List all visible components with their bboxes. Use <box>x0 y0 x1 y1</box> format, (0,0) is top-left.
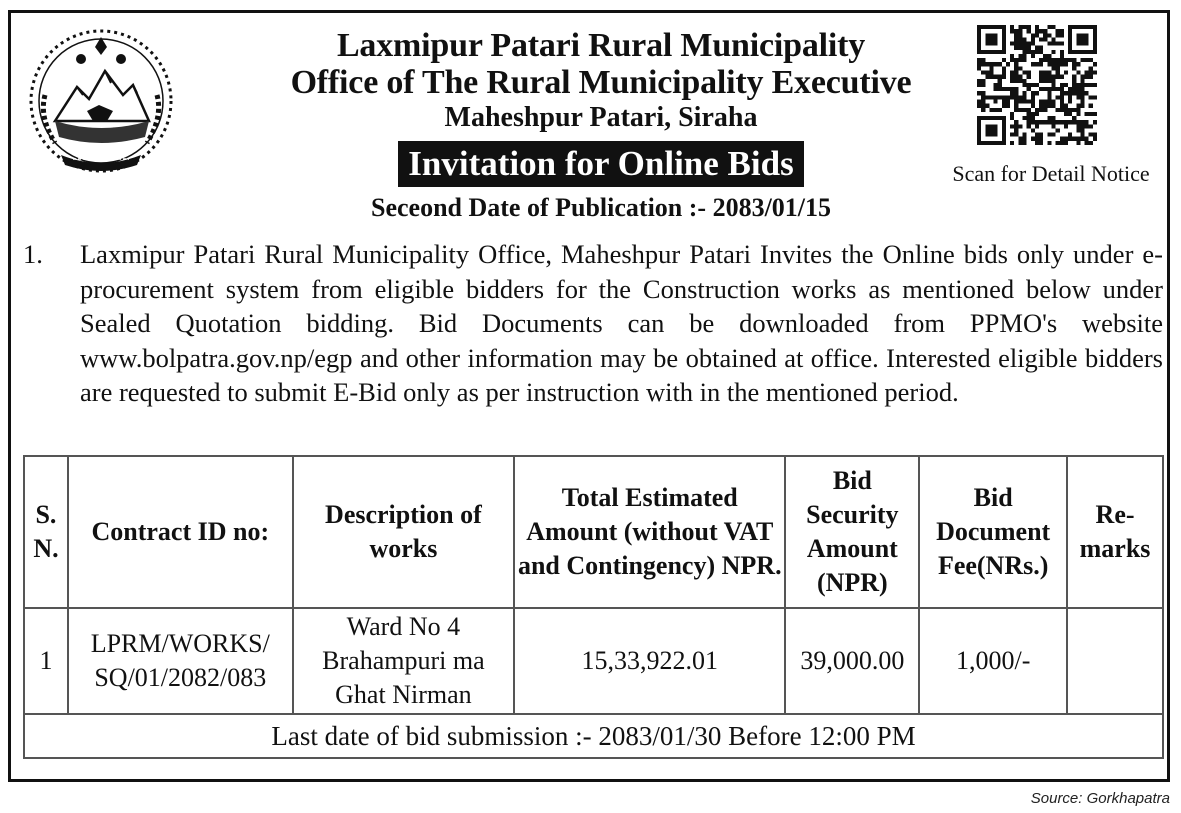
header-sn: S. N. <box>24 456 68 608</box>
bid-deadline: Last date of bid submission :- 2083/01/30 Before 12:00 PM <box>24 714 1163 758</box>
cell-estimated-amount: 15,33,922.01 <box>514 608 785 714</box>
header-bid-security: Bid Security Amount (NPR) <box>785 456 919 608</box>
office-subtitle: Office of The Rural Municipality Executive <box>290 64 912 101</box>
header-block <box>171 27 1031 223</box>
header-remarks: Re-marks <box>1067 456 1163 608</box>
cell-document-fee: 1,000/- <box>919 608 1067 714</box>
cell-contract-id: LPRM/WORKS/ SQ/01/2082/083 <box>68 608 293 714</box>
header-description: Description of works <box>293 456 514 608</box>
notice-paragraph <box>23 237 1163 410</box>
paragraph-text: Laxmipur Patari Rural Municipality Office, Maheshpur Patari Invites the Online bids only under e-procurement system from eligible bidders for the Construction works as mentioned below under Sealed Quotation bidding. Bid Documents can be downloaded from PPMO's website www.bolpatra.gov.np/egp and other information may be obtained at office. Interested eligible bidders are requested to submit E-Bid only as per instruction with in the mentioned period. <box>80 239 1163 407</box>
table-row <box>24 608 1163 714</box>
cell-bid-security: 39,000.00 <box>785 608 919 714</box>
cell-description: Ward No 4 Brahampuri ma Ghat Nirman <box>293 608 514 714</box>
notice-title: Invitation for Online Bids <box>398 141 803 187</box>
office-address: Maheshpur Patari, Siraha <box>444 102 758 133</box>
qr-code-icon <box>977 25 1097 145</box>
header-document-fee: Bid Document Fee(NRs.) <box>919 456 1067 608</box>
header-estimated-amount: Total Estimated Amount (without VAT and Contingency) NPR. <box>514 456 785 608</box>
source-credit: Source: Gorkhapatra <box>1030 790 1170 807</box>
qr-caption: Scan for Detail Notice <box>952 161 1150 186</box>
nepal-emblem-icon <box>25 25 177 177</box>
header-contract-id: Contract ID no: <box>68 456 293 608</box>
cell-remarks <box>1067 608 1163 714</box>
bid-table <box>23 455 1164 759</box>
table-header-row <box>24 456 1163 608</box>
notice-frame <box>8 10 1170 782</box>
cell-sn: 1 <box>24 608 68 714</box>
table-footer-row <box>24 714 1163 758</box>
item-number: 1. <box>23 239 43 269</box>
office-name: Laxmipur Patari Rural Municipality <box>336 27 866 64</box>
publication-date: Seceond Date of Publication :- 2083/01/15 <box>370 193 832 222</box>
